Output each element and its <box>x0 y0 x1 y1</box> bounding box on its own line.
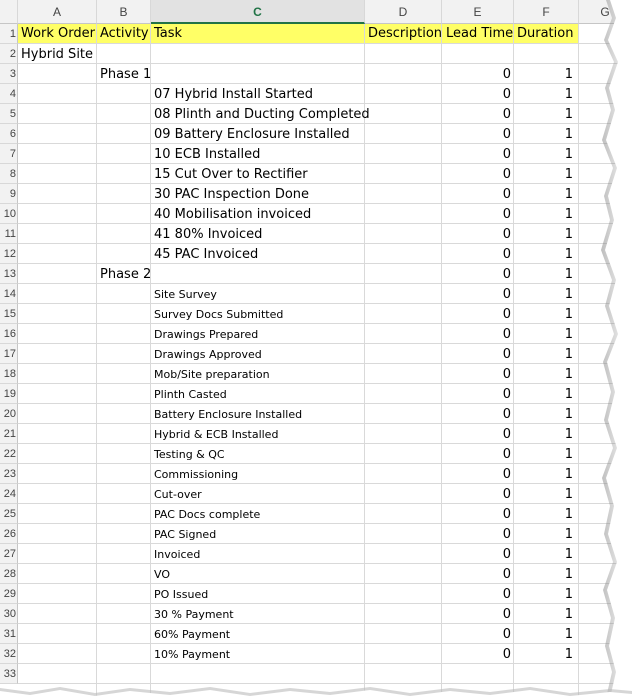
cell-lead-time[interactable]: 0 <box>502 127 511 142</box>
cell-duration[interactable]: 1 <box>564 87 573 102</box>
select-all-corner[interactable] <box>0 0 18 24</box>
cell-task[interactable]: 09 Battery Enclosure Installed <box>154 127 350 142</box>
cell-lead-time[interactable]: 0 <box>502 267 511 282</box>
row-header[interactable]: 33 <box>0 664 18 684</box>
row-gridline <box>18 143 632 144</box>
column-gridline <box>578 24 579 698</box>
cell-task[interactable]: PAC Signed <box>154 528 217 541</box>
cell-lead-time[interactable]: 0 <box>502 627 511 642</box>
cell-lead-time[interactable]: 0 <box>502 187 511 202</box>
cell-duration[interactable]: 1 <box>564 327 573 342</box>
cell-task[interactable]: 30 PAC Inspection Done <box>154 187 310 202</box>
row-header[interactable]: 2 <box>0 44 18 64</box>
cell-duration[interactable]: 1 <box>564 247 573 262</box>
column-gridline <box>96 24 97 698</box>
cell-lead-time[interactable]: 0 <box>502 167 511 182</box>
cell-duration[interactable]: 1 <box>564 307 573 322</box>
cell-lead-time[interactable]: 0 <box>502 287 511 302</box>
row-header[interactable]: 14 <box>0 284 18 304</box>
header-duration[interactable]: Duration <box>517 26 574 41</box>
cell-duration[interactable]: 1 <box>564 627 573 642</box>
column-header-a[interactable]: A <box>18 0 97 24</box>
row-gridline <box>18 523 632 524</box>
cell-task[interactable]: Testing & QC <box>154 448 225 461</box>
column-gridline <box>150 24 151 698</box>
column-header-d[interactable]: D <box>365 0 442 24</box>
cell-task[interactable]: 40 Mobilisation invoiced <box>154 207 312 222</box>
row-gridline <box>18 363 632 364</box>
cell-lead-time[interactable]: 0 <box>502 547 511 562</box>
row-header[interactable]: 9 <box>0 184 18 204</box>
row-header[interactable]: 29 <box>0 584 18 604</box>
cell-duration[interactable]: 1 <box>564 447 573 462</box>
cell-task[interactable]: 41 80% Invoiced <box>154 227 263 242</box>
cell-duration[interactable]: 1 <box>564 127 573 142</box>
cell-duration[interactable]: 1 <box>564 207 573 222</box>
cell-duration[interactable]: 1 <box>564 287 573 302</box>
header-lead-time[interactable]: Lead Time <box>446 26 514 41</box>
row-header[interactable]: 28 <box>0 564 18 584</box>
header-description[interactable]: Description <box>368 26 443 41</box>
cell-work-order[interactable]: Hybrid Site <box>21 47 94 62</box>
row-header[interactable]: 12 <box>0 244 18 264</box>
row-gridline <box>18 603 632 604</box>
row-header[interactable]: 24 <box>0 484 18 504</box>
cell-task[interactable]: Site Survey <box>154 288 217 301</box>
row-gridline <box>18 103 632 104</box>
cell-task[interactable]: 30 % Payment <box>154 608 234 621</box>
cell-task[interactable]: Drawings Approved <box>154 348 262 361</box>
cell-duration[interactable]: 1 <box>564 567 573 582</box>
row-header[interactable]: 32 <box>0 644 18 664</box>
torn-edge-right <box>592 0 632 698</box>
row-gridline <box>18 643 632 644</box>
cell-duration[interactable]: 1 <box>564 187 573 202</box>
cell-lead-time[interactable]: 0 <box>502 507 511 522</box>
cell-duration[interactable]: 1 <box>564 527 573 542</box>
cell-activity[interactable]: Phase 2 <box>100 267 152 282</box>
cell-lead-time[interactable]: 0 <box>502 227 511 242</box>
cell-lead-time[interactable]: 0 <box>502 247 511 262</box>
cell-task[interactable]: Commissioning <box>154 468 239 481</box>
cell-lead-time[interactable]: 0 <box>502 487 511 502</box>
cell-task[interactable]: 60% Payment <box>154 628 231 641</box>
cell-duration[interactable]: 1 <box>564 67 573 82</box>
cell-activity[interactable]: Phase 1 <box>100 67 152 82</box>
cell-task[interactable]: Plinth Casted <box>154 388 227 401</box>
row-header[interactable]: 22 <box>0 444 18 464</box>
row-header[interactable]: 3 <box>0 64 18 84</box>
cell-duration[interactable]: 1 <box>564 407 573 422</box>
row-header[interactable]: 21 <box>0 424 18 444</box>
row-gridline <box>18 303 632 304</box>
cell-duration[interactable]: 1 <box>564 347 573 362</box>
row-header[interactable]: 30 <box>0 604 18 624</box>
row-header[interactable]: 7 <box>0 144 18 164</box>
cell-task[interactable]: Drawings Prepared <box>154 328 259 341</box>
cell-task[interactable]: Battery Enclosure Installed <box>154 408 303 421</box>
row-gridline <box>18 123 632 124</box>
row-gridline <box>18 543 632 544</box>
row-header[interactable]: 17 <box>0 344 18 364</box>
cell-lead-time[interactable]: 0 <box>502 67 511 82</box>
row-header[interactable]: 27 <box>0 544 18 564</box>
cell-lead-time[interactable]: 0 <box>502 307 511 322</box>
row-gridline <box>18 443 632 444</box>
cell-duration[interactable]: 1 <box>564 607 573 622</box>
cell-task[interactable]: VO <box>154 568 170 581</box>
cell-lead-time[interactable]: 0 <box>502 107 511 122</box>
column-gridline <box>364 24 365 698</box>
cell-duration[interactable]: 1 <box>564 547 573 562</box>
cell-lead-time[interactable]: 0 <box>502 427 511 442</box>
row-gridline <box>18 483 632 484</box>
row-gridline <box>18 263 632 264</box>
header-activity[interactable]: Activity <box>100 26 149 41</box>
row-gridline <box>18 403 632 404</box>
row-gridline <box>18 463 632 464</box>
row-gridline <box>18 583 632 584</box>
row-gridline <box>18 383 632 384</box>
cell-task[interactable]: Survey Docs Submitted <box>154 308 284 321</box>
torn-edge-bottom <box>0 684 632 698</box>
cell-duration[interactable]: 1 <box>564 427 573 442</box>
row-gridline <box>18 83 632 84</box>
cell-duration[interactable]: 1 <box>564 387 573 402</box>
row-gridline <box>18 343 632 344</box>
row-gridline <box>18 563 632 564</box>
row-gridline <box>18 43 632 44</box>
cell-task[interactable]: 07 Hybrid Install Started <box>154 87 314 102</box>
row-header[interactable]: 18 <box>0 364 18 384</box>
cell-duration[interactable]: 1 <box>564 367 573 382</box>
cell-duration[interactable]: 1 <box>564 487 573 502</box>
cell-task[interactable]: 10 ECB Installed <box>154 147 261 162</box>
row-gridline <box>18 183 632 184</box>
cell-task[interactable]: PO Issued <box>154 588 209 601</box>
cell-task[interactable]: 45 PAC Invoiced <box>154 247 259 262</box>
row-header[interactable]: 26 <box>0 524 18 544</box>
column-header-g[interactable]: G <box>579 0 632 24</box>
row-header[interactable]: 20 <box>0 404 18 424</box>
cell-duration[interactable]: 1 <box>564 107 573 122</box>
cell-lead-time[interactable]: 0 <box>502 447 511 462</box>
cell-task[interactable]: Cut-over <box>154 488 202 501</box>
row-header[interactable]: 4 <box>0 84 18 104</box>
cell-lead-time[interactable]: 0 <box>502 587 511 602</box>
row-gridline <box>18 283 632 284</box>
cell-duration[interactable]: 1 <box>564 467 573 482</box>
cell-task[interactable]: PAC Docs complete <box>154 508 261 521</box>
row-gridline <box>18 663 632 664</box>
row-header[interactable]: 5 <box>0 104 18 124</box>
row-gridline <box>18 423 632 424</box>
cell-duration[interactable]: 1 <box>564 587 573 602</box>
cell-duration[interactable]: 1 <box>564 267 573 282</box>
cell-task[interactable]: 15 Cut Over to Rectifier <box>154 167 308 182</box>
row-header[interactable]: 15 <box>0 304 18 324</box>
cell-duration[interactable]: 1 <box>564 227 573 242</box>
cell-lead-time[interactable]: 0 <box>502 467 511 482</box>
row-header[interactable]: 10 <box>0 204 18 224</box>
cell-lead-time[interactable]: 0 <box>502 647 511 662</box>
row-header[interactable]: 1 <box>0 24 18 44</box>
cell-task[interactable]: Mob/Site preparation <box>154 368 270 381</box>
row-gridline <box>18 63 632 64</box>
cell-task[interactable]: 08 Plinth and Ducting Completed <box>154 107 370 122</box>
row-gridline <box>18 203 632 204</box>
cell-lead-time[interactable]: 0 <box>502 207 511 222</box>
column-header-e[interactable]: E <box>442 0 514 24</box>
cell-lead-time[interactable]: 0 <box>502 367 511 382</box>
row-header[interactable]: 25 <box>0 504 18 524</box>
header-task[interactable]: Task <box>154 26 183 41</box>
header-work-order[interactable]: Work Order <box>21 26 95 41</box>
column-header-f[interactable]: F <box>514 0 579 24</box>
row-header[interactable]: 8 <box>0 164 18 184</box>
row-gridline <box>18 163 632 164</box>
row-gridline <box>18 243 632 244</box>
cell-duration[interactable]: 1 <box>564 507 573 522</box>
row-header[interactable]: 13 <box>0 264 18 284</box>
column-header-b[interactable]: B <box>97 0 151 24</box>
cell-task[interactable]: Hybrid & ECB Installed <box>154 428 279 441</box>
cell-lead-time[interactable]: 0 <box>502 387 511 402</box>
cell-lead-time[interactable]: 0 <box>502 147 511 162</box>
cell-lead-time[interactable]: 0 <box>502 607 511 622</box>
row-header[interactable]: 31 <box>0 624 18 644</box>
cell-lead-time[interactable]: 0 <box>502 347 511 362</box>
cell-duration[interactable]: 1 <box>564 167 573 182</box>
cell-lead-time[interactable]: 0 <box>502 407 511 422</box>
row-header[interactable]: 19 <box>0 384 18 404</box>
row-header[interactable]: 16 <box>0 324 18 344</box>
cell-lead-time[interactable]: 0 <box>502 567 511 582</box>
row-header[interactable]: 23 <box>0 464 18 484</box>
cell-duration[interactable]: 1 <box>564 647 573 662</box>
cell-lead-time[interactable]: 0 <box>502 327 511 342</box>
row-gridline <box>18 323 632 324</box>
cell-task[interactable]: 10% Payment <box>154 648 231 661</box>
column-header-c[interactable]: C <box>151 0 365 24</box>
row-header[interactable]: 6 <box>0 124 18 144</box>
cell-lead-time[interactable]: 0 <box>502 527 511 542</box>
row-header[interactable]: 11 <box>0 224 18 244</box>
row-gridline <box>18 223 632 224</box>
row-gridline <box>18 623 632 624</box>
cell-task[interactable]: Invoiced <box>154 548 201 561</box>
cell-duration[interactable]: 1 <box>564 147 573 162</box>
cell-lead-time[interactable]: 0 <box>502 87 511 102</box>
row-gridline <box>18 503 632 504</box>
